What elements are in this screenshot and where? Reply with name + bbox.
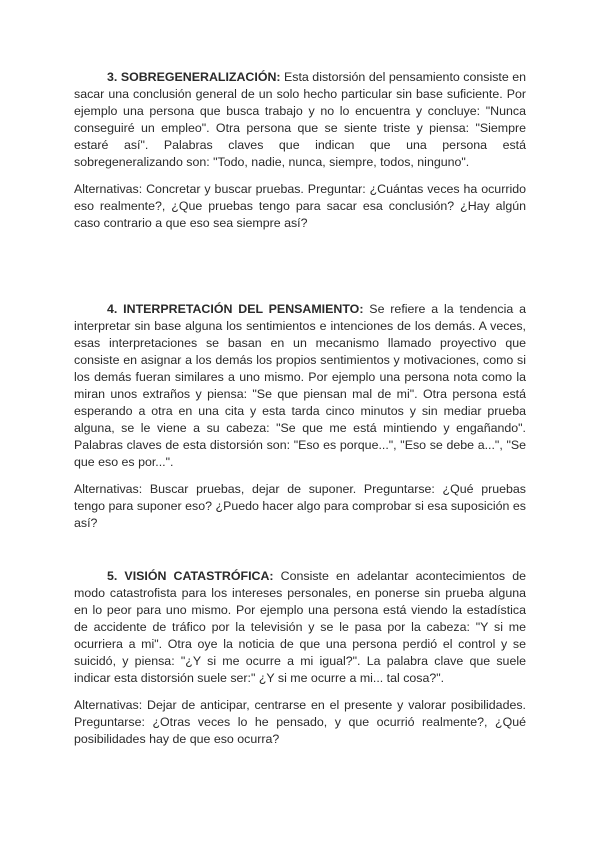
section-paragraph	[74, 69, 526, 171]
section-body: Esta distorsión del pensamiento consiste en sacar una conclusión general de un solo hecho particular sin base suficiente. Por ejemplo una persona que busca trabajo y no lo encuentra y concluye: "Nunca conseguiré un empleo". Otra persona que se siente triste y piensa: "Siempre estaré así". Palabras claves que indican que una persona está sobregeneralizando son: "Todo, nadie, nunca, siempre, todos, ninguno".	[74, 70, 526, 169]
section-heading: 5. VISIÓN CATASTRÓFICA:	[107, 569, 274, 583]
section-alternatives: Alternativas: Concretar y buscar pruebas. Preguntar: ¿Cuántas veces ha ocurrido eso realmente?, ¿Que pruebas tengo para sacar esa conclusión? ¿Hay algún caso contrario a que eso sea siempre así?	[74, 182, 526, 230]
section-body: Consiste en adelantar acontecimientos de modo catastrofista para los intereses personales, en ponerse sin prueba alguna en lo peor para uno mismo. Por ejemplo una persona está viendo la estadística de accidente de tráfico por la televisión y se le pasa por la cabeza: "Y si me ocurriera a mi". Otra oye la noticia de que una persona perdió el control y se suicidó, y piensa: "¿Y si me ocurre a mi igual?". La palabra clave que suele indicar esta distorsión suele ser:" ¿Y si me ocurre a mi... tal cosa?".	[74, 569, 526, 685]
section-sobregeneralizacion	[74, 69, 526, 232]
section-heading: 4. INTERPRETACIÓN DEL PENSAMIENTO:	[107, 302, 364, 316]
section-body: Se refiere a la tendencia a interpretar sin base alguna los sentimientos e intenciones de los demás. A veces, esas interpretaciones se basan en un mecanismo llamado proyectivo que consiste en asignar a los demás los propios sentimientos y motivaciones, como si los demás fueran similares a uno mismo. Por ejemplo una persona nota como la miran unos extraños y piensa: "Se que piensan mal de mi". Otra persona está esperando a otra en una cita y esta tarda cinco minutos y sin mediar prueba alguna, se le viene a su cabeza: "Se que me está mintiendo y engañando". Palabras claves de esta distorsión son: "Eso es porque...", "Eso se debe a...", "Se que eso es por...".	[74, 302, 526, 469]
section-alternatives: Alternativas: Dejar de anticipar, centrarse en el presente y valorar posibilidades. Preguntarse: ¿Otras veces lo he pensado, y que ocurrió realmente?, ¿Qué posibilidades hay de que eso ocurra?	[74, 698, 526, 746]
section-interpretacion-del-pensamiento	[74, 301, 526, 532]
section-vision-catastrofica	[74, 568, 526, 748]
section-heading: 3. SOBREGENERALIZACIÓN:	[107, 70, 281, 84]
section-paragraph	[74, 568, 526, 687]
section-alternatives: Alternativas: Buscar pruebas, dejar de suponer. Preguntarse: ¿Qué pruebas tengo para suponer eso? ¿Puedo hacer algo para comprobar si esa suposición es así?	[74, 482, 526, 530]
section-paragraph	[74, 301, 526, 471]
